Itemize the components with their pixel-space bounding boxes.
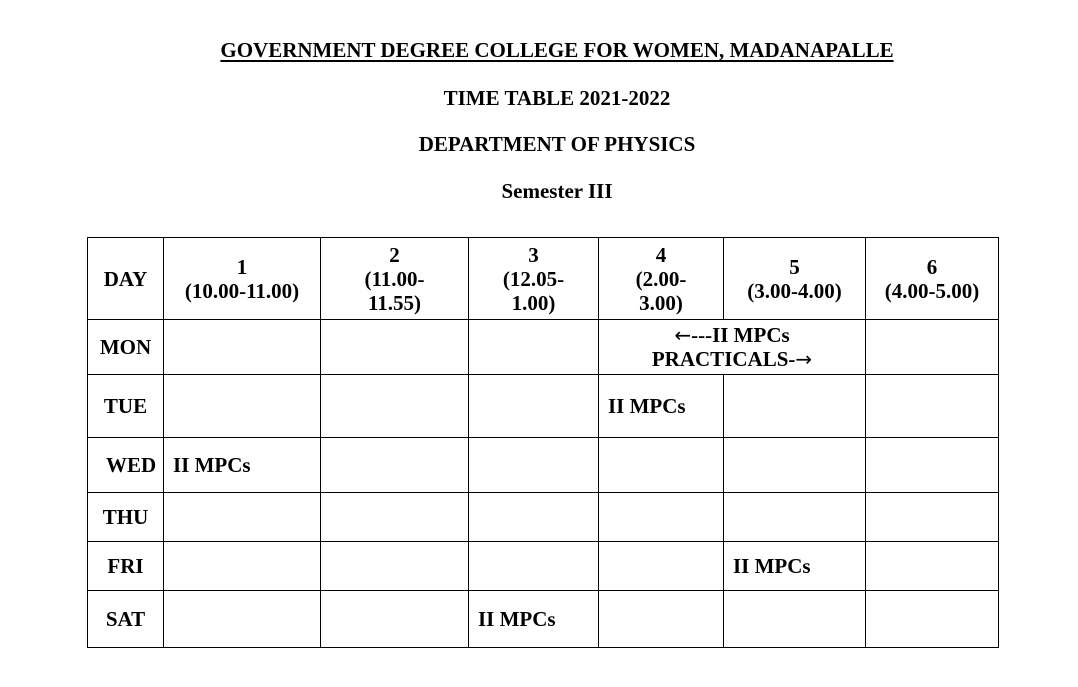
day-cell: MON bbox=[88, 320, 164, 375]
department-title: DEPARTMENT OF PHYSICS bbox=[418, 132, 696, 156]
slot-cell bbox=[164, 375, 321, 438]
slot-cell bbox=[321, 320, 469, 375]
table-row bbox=[88, 591, 999, 648]
table-row bbox=[88, 542, 999, 591]
slot-cell bbox=[724, 375, 866, 438]
practicals-label: ---II MPCs PRACTICALS- bbox=[651, 323, 796, 371]
timetable-grid bbox=[87, 237, 999, 648]
slot-cell bbox=[469, 438, 599, 493]
day-cell: WED bbox=[88, 438, 164, 493]
day-cell: TUE bbox=[88, 375, 164, 438]
period-header-3: 3 (12.05-1.00) bbox=[469, 238, 599, 320]
slot-cell bbox=[164, 591, 321, 648]
slot-cell bbox=[724, 493, 866, 542]
period-header-4: 4 (2.00-3.00) bbox=[599, 238, 724, 320]
slot-cell bbox=[164, 542, 321, 591]
right-arrow-icon: → bbox=[795, 347, 813, 371]
slot-cell bbox=[321, 493, 469, 542]
practicals-cell bbox=[599, 320, 866, 375]
slot-cell bbox=[321, 591, 469, 648]
day-cell: THU bbox=[88, 493, 164, 542]
class-cell: II MPCs bbox=[599, 375, 724, 438]
period-header-1: 1 (10.00-11.00) bbox=[164, 238, 321, 320]
slot-cell bbox=[599, 591, 724, 648]
class-cell: II MPCs bbox=[164, 438, 321, 493]
semester-title: Semester III bbox=[501, 179, 613, 203]
period-header-2: 2 (11.00-11.55) bbox=[321, 238, 469, 320]
slot-cell bbox=[866, 542, 999, 591]
period-header-6: 6 (4.00-5.00) bbox=[866, 238, 999, 320]
table-row bbox=[88, 493, 999, 542]
slot-cell bbox=[724, 438, 866, 493]
class-cell: II MPCs bbox=[469, 591, 599, 648]
slot-cell bbox=[321, 542, 469, 591]
slot-cell bbox=[469, 542, 599, 591]
slot-cell bbox=[866, 320, 999, 375]
table-row bbox=[88, 320, 999, 375]
slot-cell bbox=[866, 438, 999, 493]
table-row bbox=[88, 375, 999, 438]
slot-cell bbox=[599, 542, 724, 591]
slot-cell bbox=[321, 438, 469, 493]
slot-cell bbox=[866, 375, 999, 438]
class-cell: II MPCs bbox=[724, 542, 866, 591]
slot-cell bbox=[724, 591, 866, 648]
college-title: GOVERNMENT DEGREE COLLEGE FOR WOMEN, MADANAPALLE bbox=[220, 38, 894, 62]
day-cell: SAT bbox=[88, 591, 164, 648]
slot-cell bbox=[164, 493, 321, 542]
slot-cell bbox=[599, 493, 724, 542]
slot-cell bbox=[469, 320, 599, 375]
slot-cell bbox=[469, 493, 599, 542]
period-header-5: 5 (3.00-4.00) bbox=[724, 238, 866, 320]
slot-cell bbox=[866, 591, 999, 648]
header-row bbox=[88, 238, 999, 320]
slot-cell bbox=[321, 375, 469, 438]
slot-cell bbox=[469, 375, 599, 438]
slot-cell bbox=[164, 320, 321, 375]
slot-cell bbox=[599, 438, 724, 493]
table-row bbox=[88, 438, 999, 493]
slot-cell bbox=[866, 493, 999, 542]
day-cell: FRI bbox=[88, 542, 164, 591]
left-arrow-icon: ← bbox=[674, 323, 692, 347]
day-header: DAY bbox=[88, 238, 164, 320]
timetable-title: TIME TABLE 2021-2022 bbox=[443, 86, 671, 110]
